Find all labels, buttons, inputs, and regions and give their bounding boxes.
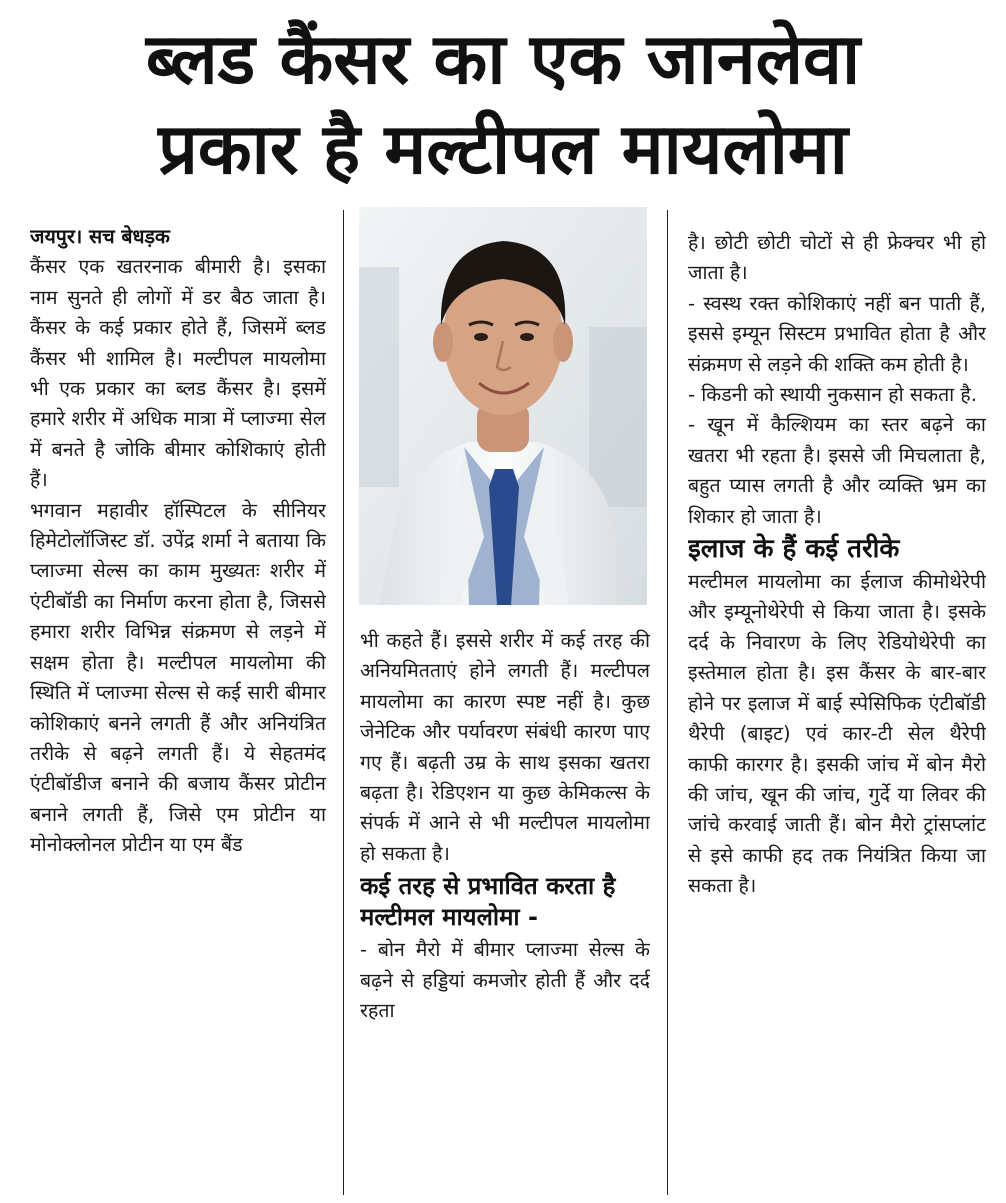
subheading: इलाज के हैं कई तरीके bbox=[688, 534, 900, 565]
dateline: जयपुर। सच बेधड़क bbox=[30, 225, 170, 248]
bullet-item: - स्वस्थ रक्त कोशिकाएं नहीं बन पाती हैं, इससे इम्यून सिस्टम प्रभावित होता है और संक्रमण से लड़ने की शक्ति कम होती है। bbox=[688, 291, 986, 376]
paragraph: मल्टीमल मायलोमा का ईलाज कीमोथेरेपी और इम्यूनोथेरेपी से किया जाता है। इसके दर्द के निवारण के लिए रेडियोथेरेपी का इस्तेमाल होता है। इस कैंसर के बार-बार होने पर इलाज में बाई स्पेसिफिक एंटीबॉडी थैरेपी (बाइट) एवं कार-टी सेल थैरेपी काफी कारगर है। इसकी जांच में बोन मैरो की जांच, खून की जांच, गुर्दे या लिवर की जांचे करवाई जाती हैं। बोन मैरो ट्रांसप्लांट से इसे काफी हद तक नियंत्रित किया जा सकता है। bbox=[688, 570, 986, 898]
bullet-item: - बोन मैरो में बीमार प्लाज्मा सेल्स के बढ़ने से हड्डियां कमजोर होती हैं और दर्द रहता bbox=[360, 938, 650, 1023]
article-column-2 bbox=[360, 626, 650, 1196]
headline-line-2: प्रकार है मल्टीपल मायलोमा bbox=[158, 108, 848, 190]
subheading: कई तरह से प्रभावित करता है मल्टीमल मायलोमा - bbox=[360, 872, 616, 932]
bullet-item: - खून में कैल्शियम का स्तर बढ़ने का खतरा भी रहता है। इससे जी मिचलाता है, बहुत प्यास लगती है और व्यक्ति भ्रम का शिकार हो जाता है। bbox=[688, 413, 986, 528]
bullet-item: - किडनी को स्थायी नुकसान हो सकता है. bbox=[688, 383, 977, 407]
paragraph: है। छोटी छोटी चोटों से ही फ्रेक्चर भी हो जाता है। bbox=[688, 231, 986, 285]
article-column-3 bbox=[688, 228, 986, 1203]
paragraph: भगवान महावीर हॉस्पिटल के सीनियर हिमेटोलॉजिस्ट डॉ. उपेंद्र शर्मा ने बताया कि प्लाज्मा सेल्स का काम मुख्यतः शरीर में एंटीबॉडी का निर्माण करना होता है, जिससे हमारा शरीर विभिन्न संक्रमण से लड़ने में सक्षम होता है। मल्टीपल मायलोमा की स्थिति में प्लाज्मा सेल्स से कई सारी बीमार कोशिकाएं बनने लगती हैं और अनियंत्रित तरीके से बढ़ने लगती हैं। ये सेहतमंद एंटीबॉडीज बनाने की बजाय कैंसर प्रोटीन बनाने लगती हैं, जिसे एम प्रोटीन या मोनोक्लोनल प्रोटीन या एम बैंड bbox=[30, 498, 326, 857]
article-column-1 bbox=[30, 222, 326, 1197]
headline bbox=[0, 14, 1006, 194]
paragraph: भी कहते हैं। इससे शरीर में कई तरह की अनियमितताएं होने लगती हैं। मल्टीपल मायलोमा का कारण स्पष्ट नहीं है। कुछ जेनेटिक और पर्यावरण संबंधी कारण पाए गए हैं। बढ़ती उम्र के साथ इसका खतरा बढ़ता है। रेडिएशन या कुछ केमिकल्स के संपर्क में आने से भी मल्टीपल मायलोमा हो सकता है। bbox=[360, 629, 650, 865]
doctor-photo bbox=[359, 207, 647, 605]
paragraph: कैंसर एक खतरनाक बीमारी है। इसका नाम सुनते ही लोगों में डर बैठ जाता है। कैंसर के कई प्रकार होते हैं, जिसमें ब्लड कैंसर भी शामिल है। मल्टीपल मायलोमा भी एक प्रकार का ब्लड कैंसर है। इसमें हमारे शरीर में अधिक मात्रा में प्लाज्मा सेल में बनते है जोकि बीमार कोशिकाएं होती हैं। bbox=[30, 255, 326, 492]
headline-line-1: ब्लड कैंसर का एक जानलेवा bbox=[145, 18, 861, 100]
column-rule-right bbox=[667, 210, 668, 1195]
column-rule-left bbox=[343, 210, 344, 1195]
